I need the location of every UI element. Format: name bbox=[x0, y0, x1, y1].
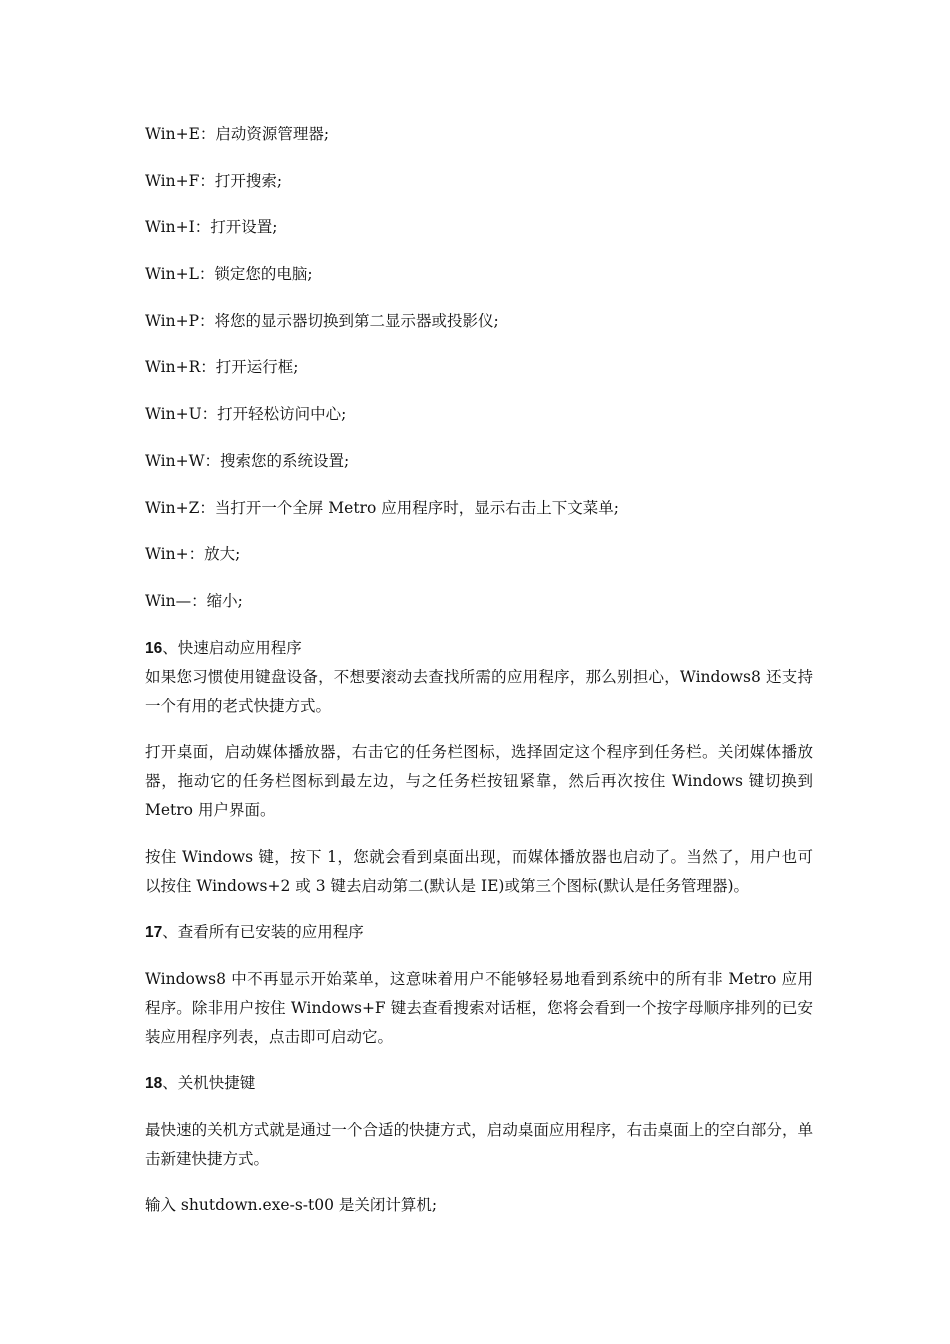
paragraph: Windows8 中不再显示开始菜单，这意味着用户不能够轻易地看到系统中的所有非 Metro 应用程序。除非用户按住 Windows+F 键去查看搜索对话框，您将会看到一个按字母顺序排列的已安装应用程序列表，点击即可启动它。 bbox=[145, 969, 813, 1046]
section-number: 18 bbox=[145, 1075, 163, 1093]
paragraph: 打开桌面，启动媒体播放器，右击它的任务栏图标，选择固定这个程序到任务栏。关闭媒体播放器，拖动它的任务栏图标到最左边，与之任务栏按钮紧靠，然后再次按住 Windows 键切换到 Metro 用户界面。 bbox=[145, 743, 813, 820]
shortcut-item: Win+P：将您的显示器切换到第二显示器或投影仪; bbox=[145, 311, 499, 330]
shortcut-item: Win+F：打开搜索; bbox=[145, 171, 283, 190]
shortcut-item: Win—：缩小; bbox=[145, 591, 243, 610]
paragraph: 按住 Windows 键，按下 1，您就会看到桌面出现，而媒体播放器也启动了。当然了，用户也可以按住 Windows+2 或 3 键去启动第二(默认是 IE)或第三个图标(默认是任务管理器)。 bbox=[145, 847, 813, 895]
shortcut-item: Win+：放大; bbox=[145, 545, 241, 564]
section-title: 、快速启动应用程序 bbox=[162, 638, 302, 657]
shortcut-item: Win+E：启动资源管理器; bbox=[145, 125, 330, 143]
shortcut-item: Win+I：打开设置; bbox=[145, 218, 278, 237]
section-number: 16 bbox=[145, 639, 163, 657]
paragraph: 如果您习惯使用键盘设备，不想要滚动去查找所需的应用程序，那么别担心，Windows8 还支持一个有用的老式快捷方式。 bbox=[145, 667, 813, 715]
section-title: 、查看所有已安装的应用程序 bbox=[162, 923, 364, 942]
shortcut-item: Win+R：打开运行框; bbox=[145, 358, 299, 377]
paragraph: 最快速的关机方式就是通过一个合适的快捷方式，启动桌面应用程序，右击桌面上的空白部分，单击新建快捷方式。 bbox=[145, 1120, 813, 1168]
shortcut-list bbox=[145, 120, 813, 616]
section-18-heading bbox=[145, 1069, 813, 1098]
shortcut-item: Win+Z：当打开一个全屏 Metro 应用程序时，显示右击上下文菜单; bbox=[145, 498, 619, 517]
section-17-heading bbox=[145, 918, 813, 947]
section-title: 、关机快捷键 bbox=[162, 1074, 256, 1093]
document-body bbox=[145, 120, 813, 1238]
paragraph: 输入 shutdown.exe-s-t00 是关闭计算机; bbox=[145, 1196, 438, 1215]
shortcut-item: Win+L：锁定您的电脑; bbox=[145, 265, 313, 284]
section-number: 17 bbox=[145, 924, 163, 942]
section-16-heading bbox=[145, 634, 813, 663]
shortcut-item: Win+W：搜索您的系统设置; bbox=[145, 451, 350, 470]
shortcut-item: Win+U：打开轻松访问中心; bbox=[145, 405, 347, 424]
